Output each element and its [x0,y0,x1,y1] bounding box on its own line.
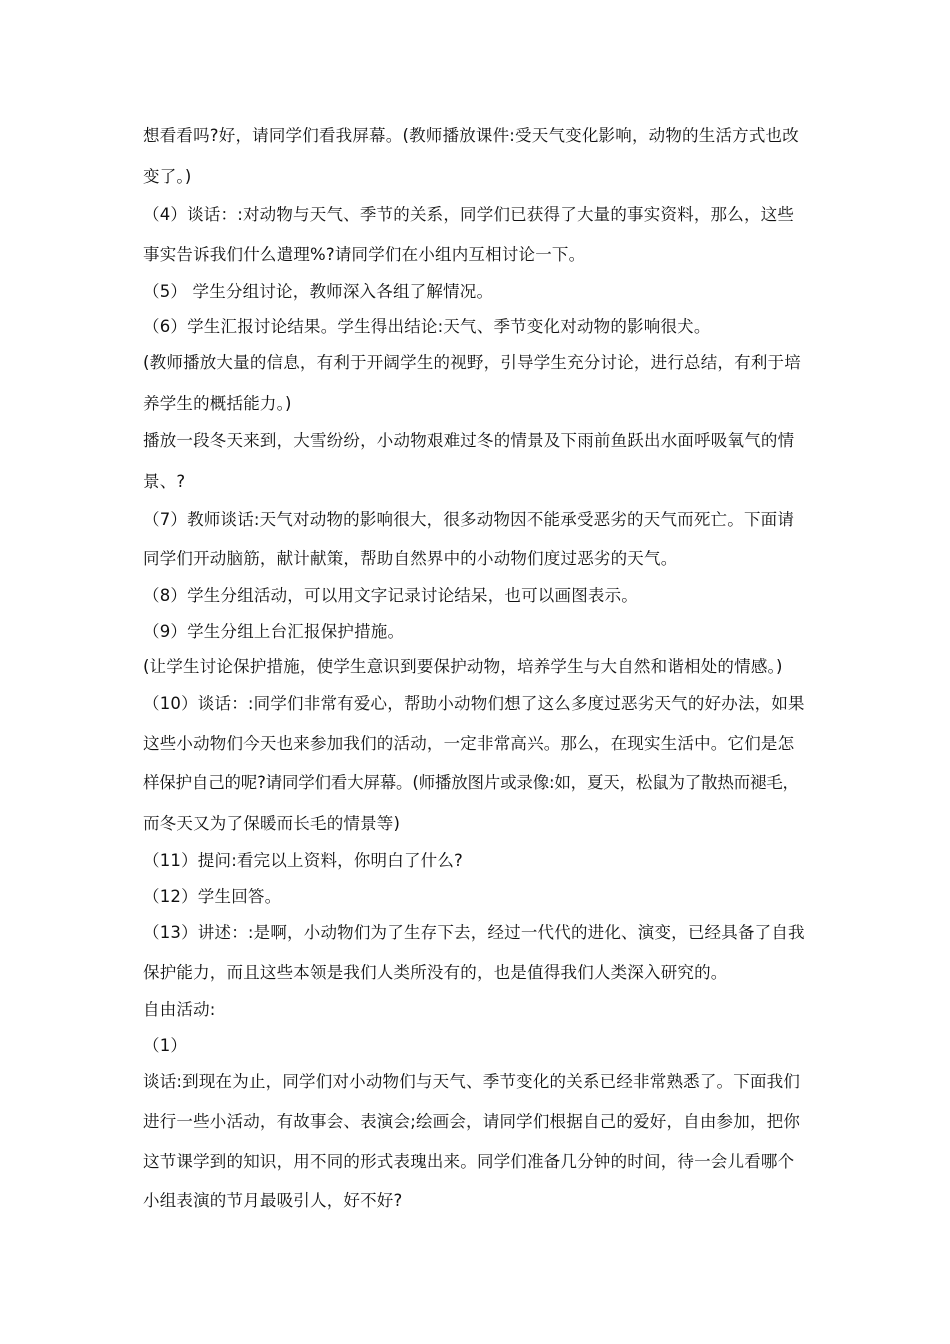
text-line: （6）学生汇报讨论结果。学生得出结论:天气、季节变化对动物的影响很犬。 [143,317,711,336]
text-line: 景、? [143,472,186,491]
text-line: （7）教师谈话:天气对动物的影响很大，很多动物因不能承受恶劣的天气而死亡。下面请 [143,510,795,529]
text-line: 这节课学到的知识，用不同的形式表瑰出来。同学们准备几分钟的时间，待一会儿看哪个 [143,1152,795,1171]
text-line: 样保护自己的呢?请同学们看大屏幕。(师播放图片或录像:如，夏天，松鼠为了散热而褪毛， [143,773,799,792]
text-line: 同学们开动脑筋，献计献策，帮助自然界中的小动物们度过恶劣的天气。 [143,549,678,568]
text-line: 谈话:到现在为止，同学们对小动物们与天气、季节变化的关系已经非常熟悉了。下面我们 [143,1072,801,1091]
text-line: （1） [143,1036,188,1055]
text-line: 播放一段冬天来到，大雪纷纷，小动物艰难过冬的情景及下雨前鱼跃出水面呼吸氧气的情 [143,431,795,450]
text-line: 变了。) [143,167,192,186]
text-line: （11）提问:看完以上资料，你明白了什么? [143,851,464,870]
text-line: 想看看吗?好，请同学们看我屏幕。(教师播放课件:受天气变化影响，动物的生活方式也改 [143,126,799,145]
text-line: (教师播放大量的信息，有利于开阔学生的视野，引导学生充分讨论，进行总结，有利于培 [143,353,801,372]
text-line: 而冬天又为了保暖而长毛的情景等) [143,814,401,833]
text-line: （8）学生分组活动，可以用文字记录讨论结呆，也可以画图表示。 [143,586,638,605]
text-line: 自由活动: [143,1000,216,1019]
text-line: 这些小动物们今天也来参加我们的活动，一定非常高兴。那么，在现实生活中。它们是怎 [143,734,795,753]
text-line: （5） 学生分组讨论，教师深入各组了解情况。 [143,282,494,301]
text-line: （12）学生回答。 [143,887,282,906]
text-line: （9）学生分组上台汇报保护措施。 [143,622,405,641]
text-line: 进行一些小活动，有故事会、表演会;绘画会，请同学们根据自己的爱好，自由参加，把你 [143,1112,801,1131]
text-line: (让学生讨论保护措施，使学生意识到要保护动物，培养学生与大自然和谐相处的情感。) [143,657,783,676]
text-line: （13）讲述：:是啊，小动物们为了生存下去，经过一代代的进化、演变，已经具备了自我 [143,923,805,942]
text-line: 事实告诉我们什么遣理%?请同学们在小组内互相讨论一下。 [143,245,586,264]
text-line: （4）谈话：:对动物与天气、季节的关系，同学们已获得了大量的事实资料，那么，这些 [143,205,795,224]
text-line: 保护能力，而且这些本领是我们人类所没有的，也是值得我们人类深入研究的。 [143,963,728,982]
text-line: 养学生的概括能力。) [143,394,292,413]
text-line: 小组表演的节月最吸引人，好不好? [143,1191,403,1210]
text-line: （10）谈话：:同学们非常有爱心，帮助小动物们想了这么多度过恶劣天气的好办法，如果 [143,694,805,713]
